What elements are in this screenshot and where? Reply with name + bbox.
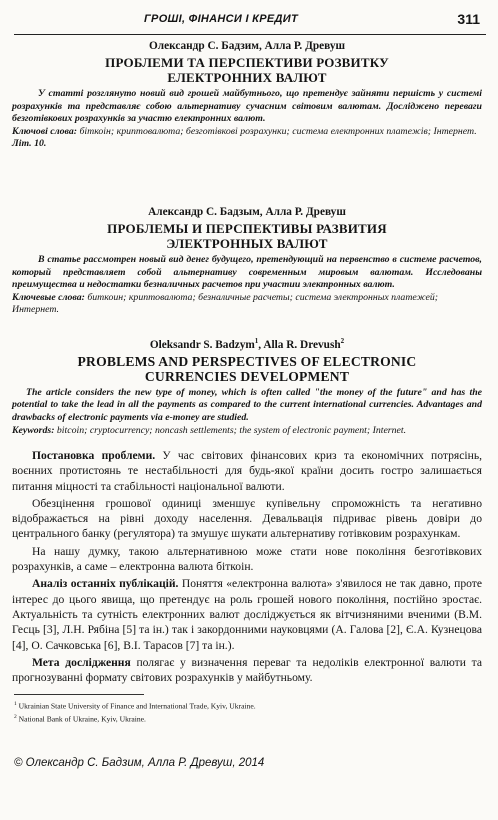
keywords-label: Ключевые слова: <box>12 291 85 303</box>
author2-footnote-marker: 2 <box>340 337 345 345</box>
paragraph-literature <box>12 576 482 652</box>
title-ukrainian-line1: ПРОБЛЕМИ ТА ПЕРСПЕКТИВИ РОЗВИТКУ <box>105 55 389 70</box>
section-lead-problem: Постановка проблеми. <box>32 449 156 462</box>
keywords-text: bitcoin; cryptocurrency; noncash settlements; the system of electronic payment; Internet. <box>54 424 407 436</box>
footnote-text: Ukrainian State University of Finance and International Trade, Kyiv, Ukraine. <box>16 701 256 711</box>
paragraph-text: полягає у визначення переваг та недоліків електронної валюти та прогнозуванні формату світових розрахунків у майбутньому. <box>12 655 482 685</box>
paragraph-text: У час світових фінансових криз та економічних потрясінь, воєнних протистоянь те нестабільності для будь-якої країни досить гостро залишається питання міцності та стабільності національної валюти. <box>12 449 483 493</box>
footnote-2 <box>14 712 474 725</box>
page-number: 311 <box>457 11 480 27</box>
footnotes <box>14 699 474 725</box>
footnote-text: National Bank of Ukraine, Kyiv, Ukraine. <box>16 714 146 724</box>
copyright-notice: © Олександр С. Бадзим, Алла Р. Древуш, 2014 <box>14 757 265 769</box>
section-lead-aim: Мета дослідження <box>32 655 131 669</box>
paragraph-devaluation: Обезцінення грошової одиниці зменшує купівельну спроможність та негативно відображається на рівні доходу населення. Девальвація підриває рівень довіри до центрального банку (регулятора) та змушує шукати альтернативу готівковим розрахункам. <box>12 496 482 541</box>
authors-english <box>12 337 482 351</box>
keywords-text: біткоін; криптовалюта; безготівкові розрахунки; система електронних платежів; Інтернет. <box>77 125 477 137</box>
authors-russian: Александр С. Бадзым, Алла Р. Древуш <box>148 206 346 218</box>
english-summary <box>12 337 482 437</box>
title-russian <box>12 221 482 251</box>
paragraph-text: Поняття «електронна валюта» з'явилося не так давно, проте інтерес до цього явища, що претендує на роль грошей нового покоління, постійно зростає. Актуальність та сутність електронних валют досліджується як вітчизняними вченими (В.М. Гесць [3], Л.Н. Рябіна [5] та ін.) так і закордонними науковцями (А. Галова [2], Є.А. Кузнецова [4], О. Сачковська [6], В.І. Тарасов [7] та ін.). <box>12 577 483 652</box>
paragraph-aim <box>12 655 482 686</box>
paragraph-problem <box>12 448 482 494</box>
ukrainian-summary <box>12 40 482 149</box>
footnote-1 <box>14 699 474 712</box>
author2-name: Alla R. Drevush <box>263 338 341 351</box>
title-russian-line1: ПРОБЛЕМЫ И ПЕРСПЕКТИВЫ РАЗВИТИЯ <box>107 221 387 236</box>
article-body <box>12 448 482 685</box>
footnote-marker: 1 <box>14 701 17 707</box>
title-english-line1: PROBLEMS AND PERSPECTIVES OF ELECTRONIC <box>77 353 417 369</box>
keywords-label: Keywords: <box>12 424 55 436</box>
running-header <box>14 10 486 35</box>
paragraph-alternative: На нашу думку, такою альтернативною може стати нове покоління безготівкових розрахунків, а саме – електронна валюта біткоін. <box>12 544 482 574</box>
abstract-russian: В статье рассмотрен новый вид денег будущего, претендующий на первенство в системе расчетов, который представляет собой альтернативу современным мировым валютам. Исследованы преимущества и недостатки безналичных расчетов при участии электронных валют. <box>12 254 482 291</box>
author1-name: Oleksandr S. Badzym <box>149 338 255 351</box>
title-english <box>12 354 482 384</box>
title-ukrainian-line2: ЕЛЕКТРОННИХ ВАЛЮТ <box>167 70 327 85</box>
abstract-ukrainian: У статті розглянуто новий вид грошей майбутнього, що претендує зайняти першість у системі розрахунків та представляє собою альтернативу сучасним світовим валютам. Досліджено переваги безготівкових розрахунків за участю електронних валют. <box>12 88 482 125</box>
title-english-line2: CURRENCIES DEVELOPMENT <box>144 368 350 384</box>
keywords-english <box>12 425 482 438</box>
journal-running-title: ГРОШІ, ФІНАНСИ І КРЕДИТ <box>144 13 298 25</box>
keywords-russian <box>12 292 482 317</box>
title-ukrainian <box>12 55 482 85</box>
russian-summary <box>12 206 482 317</box>
references-count: Літ. 10. <box>12 138 47 150</box>
footnote-marker: 2 <box>14 714 17 721</box>
abstract-english: The article considers the new type of money, which is often called "the money of the future" and has the potential to take the lead in all the payments as compared to the current international currencies. Advantages and drawbacks of electronic payments via e-money are studied. <box>12 386 482 423</box>
keywords-label: Ключові слова: <box>12 125 78 137</box>
author1-footnote-marker: 1 <box>254 337 259 345</box>
keywords-text: биткоин; криптовалюта; безналичные расчеты; система электронных платежей; Интернет. <box>12 291 439 316</box>
section-lead-literature: Аналіз останніх публікацій. <box>32 577 179 591</box>
keywords-ukrainian <box>12 126 482 139</box>
author-separator: , <box>258 338 264 351</box>
authors-ukrainian: Олександр С. Бадзим, Алла Р. Древуш <box>148 40 346 52</box>
footnote-divider <box>14 694 144 695</box>
title-russian-line2: ЭЛЕКТРОННЫХ ВАЛЮТ <box>166 236 328 251</box>
